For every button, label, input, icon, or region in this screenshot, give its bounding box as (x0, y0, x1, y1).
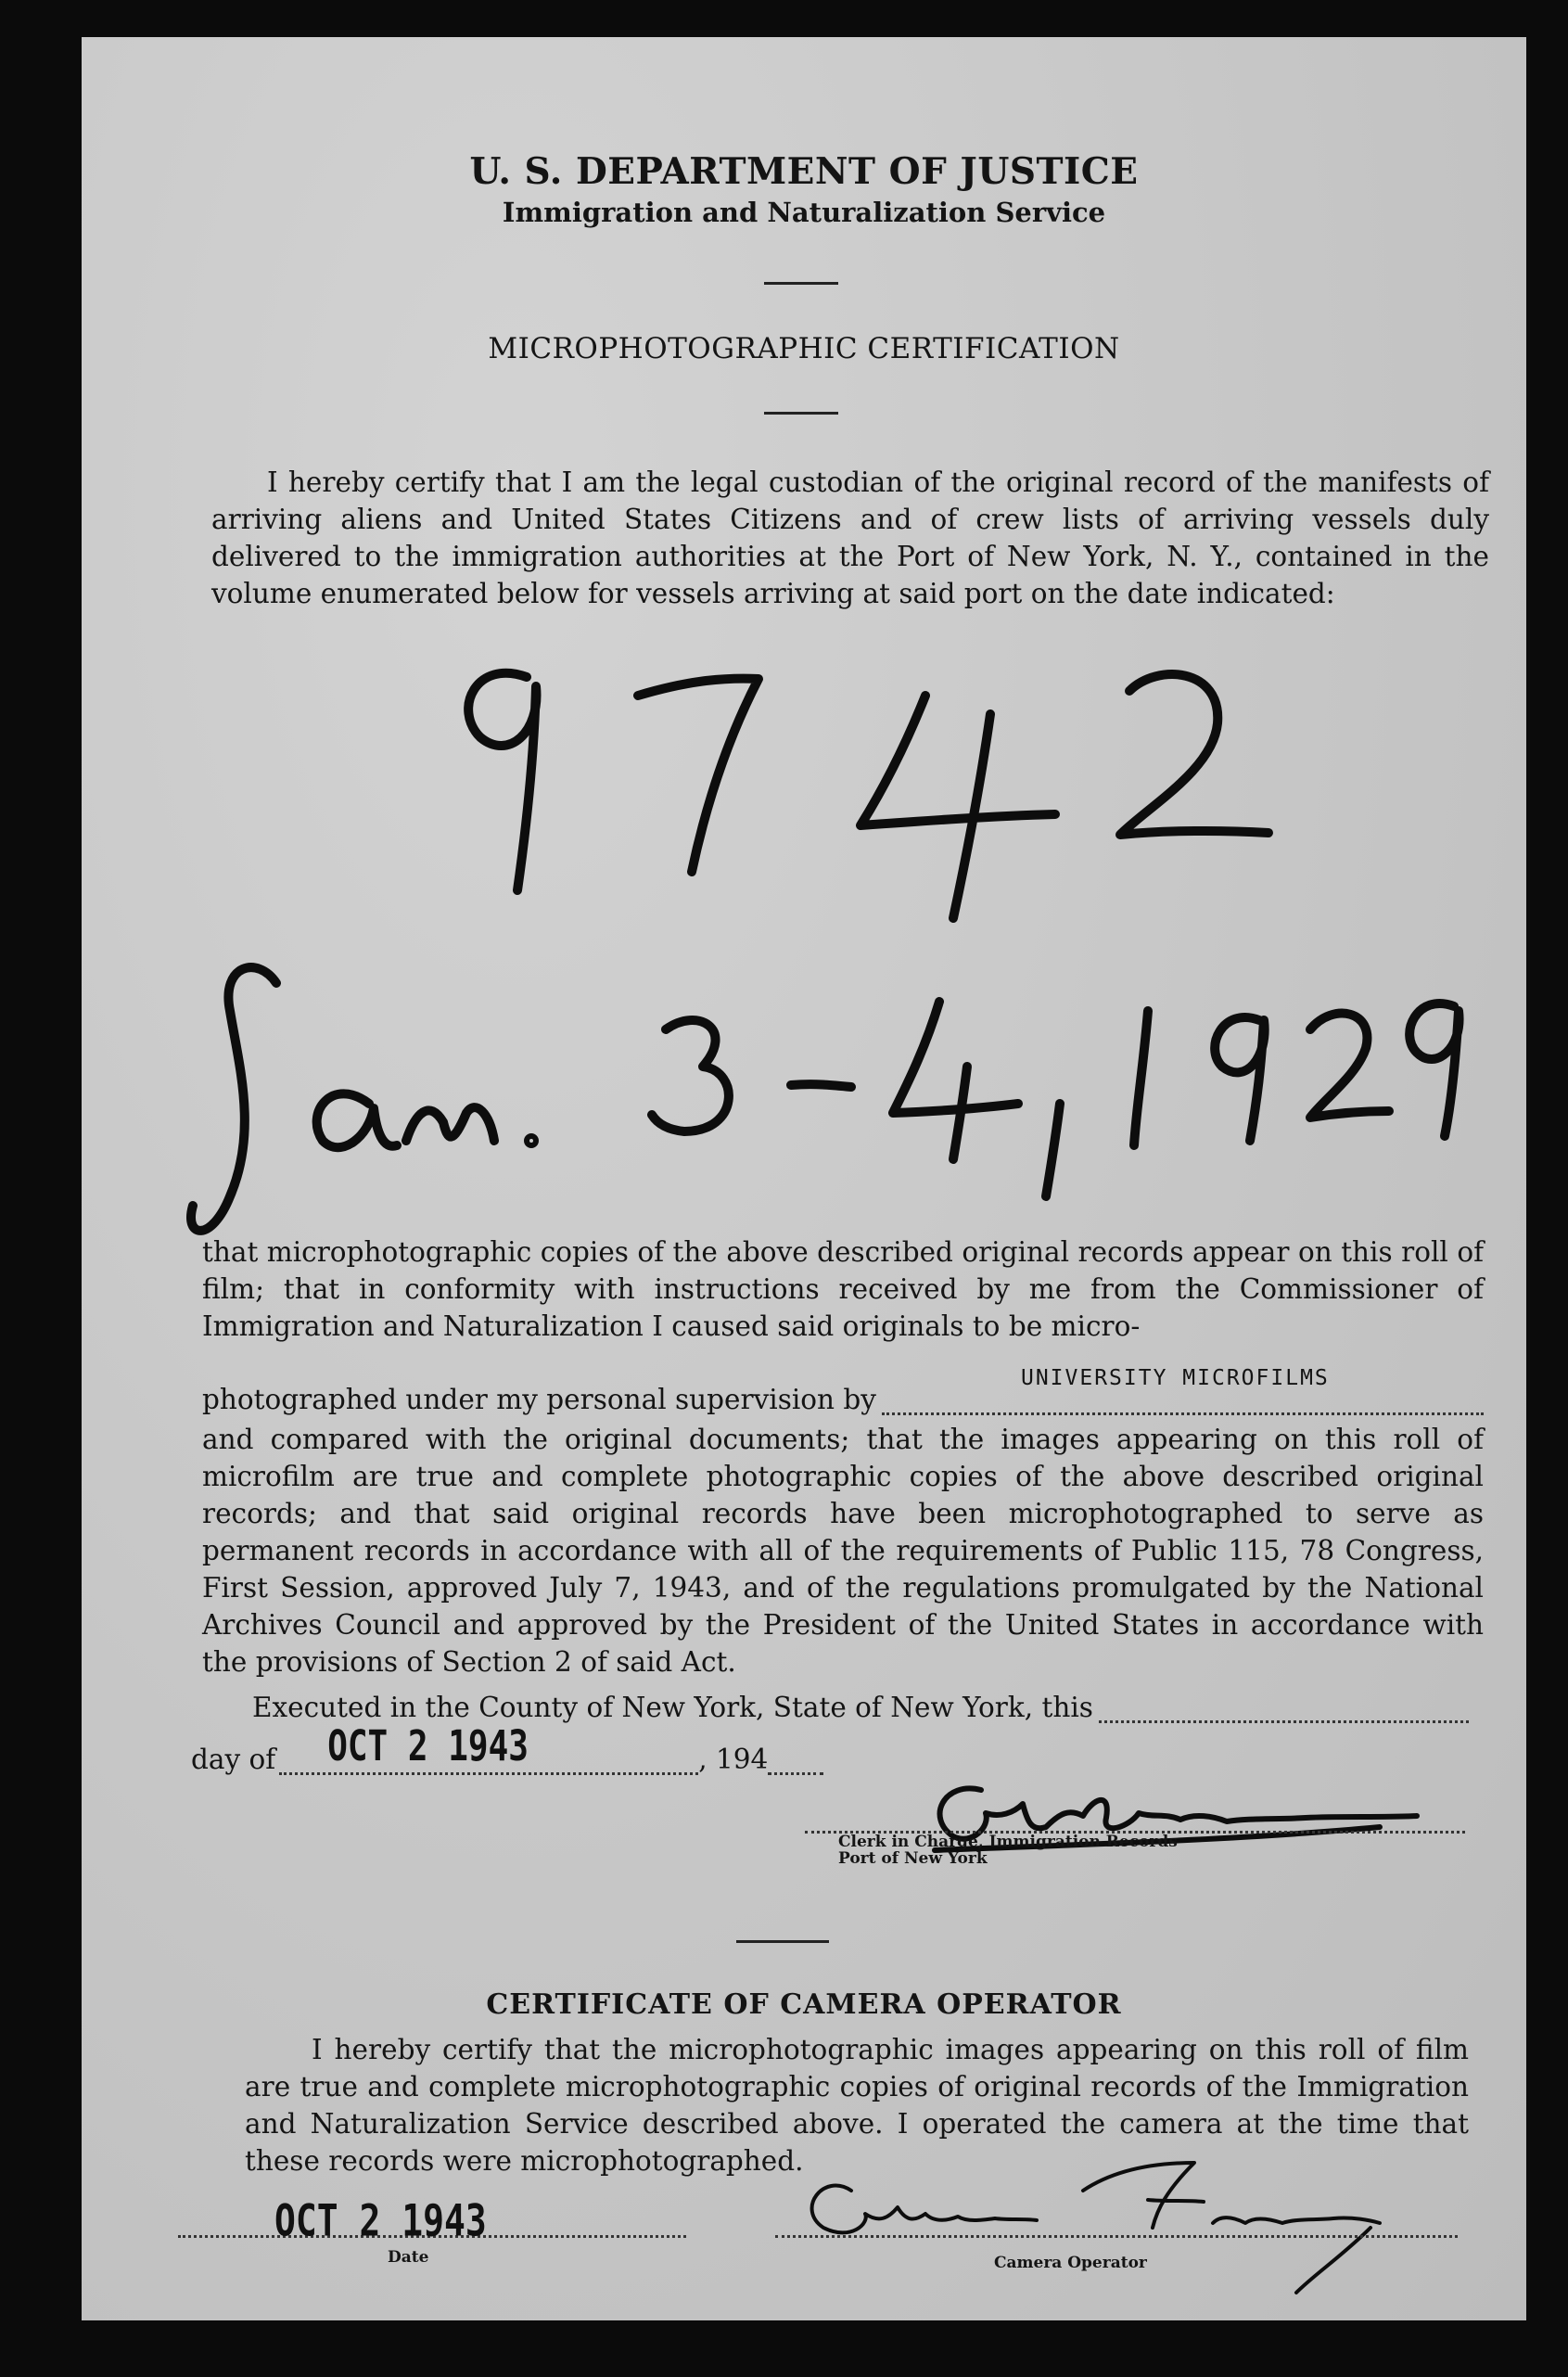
certification-paragraph-2b: and compared with the original documents; that the images appearing on this roll of microfilm are true and complete photographic copies of the above described original records; and that said original records have been microphotographed to serve as permanent records in accordance with all of the requirements of Public 115, 78 Congress, First Session, approved July 7, 1943, and of the regulations promulgated by the National Archives Council and approved by the President of the United States in accordance with the provisions of Section 2 of said Act. (202, 1424, 1484, 1678)
executed-label: Executed in the County of New York, State of New York, this (252, 1692, 1093, 1723)
camera-operator-label: Camera Operator (994, 2254, 1147, 2272)
paragraph-text: I hereby certify that the microphotographic images appearing on this roll of film are true and complete microphotographic copies of original records of the Immigration and Naturalization Service described above. I operated the camera at the time that these records were microphotographed. (245, 2034, 1469, 2177)
day-of-field (279, 1722, 698, 1775)
handwritten-volume-dates (165, 918, 1482, 1271)
certification-paragraph-2a: that microphotographic copies of the above described original records appear on this roll of film; that in conformity with instructions received by me from the Commissioner of Immigration and Naturalization I caused said originals to be micro- (202, 1236, 1484, 1342)
divider-rule (736, 1940, 829, 1943)
signer-port: Port of New York (838, 1849, 988, 1868)
executed-line (252, 1692, 1469, 1723)
camera-operator-title: CERTIFICATE OF CAMERA OPERATOR (486, 1988, 1122, 2021)
year-label: , 194 (698, 1744, 769, 1775)
clerk-signature-line (805, 1816, 1465, 1834)
operator-date-field (178, 2194, 686, 2246)
date-stamp: OCT 2 1943 (327, 1722, 529, 1771)
day-of-line (191, 1722, 914, 1775)
certification-paragraph-1 (211, 464, 1489, 612)
handwritten-volume-number (388, 640, 1315, 946)
year-field (768, 1750, 823, 1775)
operator-date-stamp: OCT 2 1943 (274, 2194, 487, 2246)
form-title: MICROPHOTOGRAPHIC CERTIFICATION (488, 332, 1120, 365)
paragraph-text: I hereby certify that I am the legal custodian of the original record of the manifests of arriving aliens and United States Citizens and of crew lists of arriving vessels duly delivered to the immigration authorities at the Port of New York, N. Y., contained in the volume enumerated below for vessels arriving at said port on the date indicated: (211, 466, 1489, 609)
microfilmer-field (882, 1366, 1484, 1415)
day-of-label: day of (191, 1744, 276, 1775)
divider-rule (764, 412, 838, 415)
microfilmer-name: UNIVERSITY MICROFILMS (1020, 1366, 1330, 1390)
supervision-label: photographed under my personal supervision by (202, 1384, 876, 1415)
department-heading: U. S. DEPARTMENT OF JUSTICE (469, 150, 1139, 193)
supervision-line (202, 1366, 1484, 1415)
divider-rule (764, 282, 838, 285)
camera-operator-signature-line (775, 2207, 1458, 2238)
signer-title: Clerk in Charge, Immigration Records (838, 1833, 1178, 1851)
document-page (82, 37, 1526, 2320)
service-heading: Immigration and Naturalization Service (502, 197, 1106, 228)
date-label: Date (388, 2248, 429, 2267)
executed-day-field (1099, 1698, 1469, 1723)
